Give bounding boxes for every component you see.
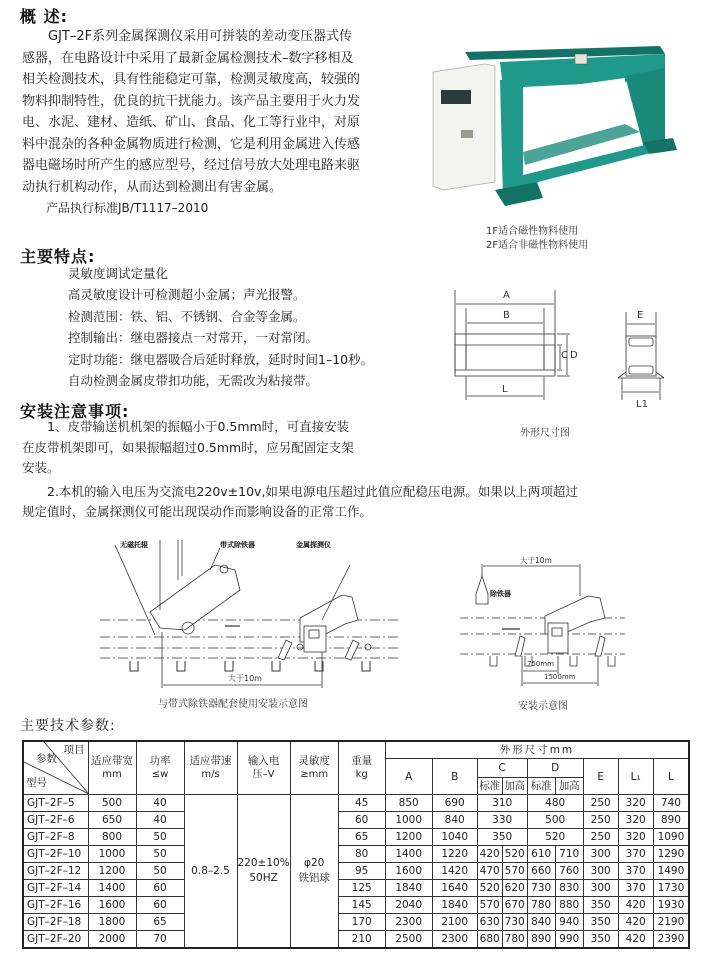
table-cell: 45	[338, 795, 385, 812]
table-cell: 660	[527, 863, 555, 880]
dim-label-l1: L1	[636, 399, 648, 410]
feature-item: 定时功能：继电器吸合后延时释放，延时时间1–10秒。	[68, 351, 374, 367]
table-cell: 50	[136, 863, 184, 880]
dim-1500: 1500mm	[544, 673, 576, 681]
table-cell: 210	[338, 931, 385, 949]
table-cell: 420	[477, 846, 502, 863]
installation-heading: 安装注意事项:	[20, 402, 130, 421]
note-2: 2.本机的输入电压为交流电220v±10v,如果电源电压超过此值应配稳压电源。如果以上两项超过	[47, 483, 578, 499]
table-cell: 125	[338, 880, 385, 897]
table-cell: GJT–2F–16	[23, 897, 88, 914]
table-cell: 880	[555, 897, 583, 914]
caption-1f: 1F适合磁性物料使用	[486, 226, 579, 237]
table-row	[23, 931, 689, 949]
table-cell: 2000	[88, 931, 136, 949]
table-cell: 730	[502, 914, 527, 931]
table-cell: 250	[583, 812, 618, 829]
table-cell: 350	[477, 829, 527, 846]
table-cell: 310	[477, 795, 527, 812]
feature-item: 灵敏度调试定量化	[68, 266, 169, 281]
table-cell: 1000	[88, 846, 136, 863]
header-a: A	[385, 759, 432, 795]
install-diagram-right-caption: 安装示意图	[518, 701, 568, 712]
table-cell: 500	[527, 812, 583, 829]
table-cell: 740	[653, 795, 689, 812]
table-cell: 145	[338, 897, 385, 914]
table-cell: 890	[653, 812, 689, 829]
dim-label-d: D	[570, 350, 578, 361]
table-cell: GJT–2F–18	[23, 914, 88, 931]
table-cell: 1290	[653, 846, 689, 863]
table-cell: 1400	[385, 846, 432, 863]
table-cell: 830	[555, 880, 583, 897]
spec-table	[22, 740, 690, 949]
table-cell: 320	[618, 795, 653, 812]
header-l: L	[653, 759, 689, 795]
corner-model: 型号	[26, 777, 47, 789]
table-cell: 520	[477, 880, 502, 897]
table-cell: 570	[502, 863, 527, 880]
corner-header	[23, 741, 88, 795]
table-cell: GJT–2F–14	[23, 880, 88, 897]
header-belt-speed: 适应带速 m/s	[184, 741, 237, 795]
header-weight: 重量 kg	[338, 741, 385, 795]
table-row	[23, 795, 689, 812]
table-cell: 2040	[385, 897, 432, 914]
table-cell: 2300	[432, 931, 477, 949]
install-diagram-with-separator	[100, 540, 400, 690]
table-cell: 50	[136, 829, 184, 846]
table-cell: 2300	[385, 914, 432, 931]
table-cell: 2190	[653, 914, 689, 931]
table-cell: 2100	[432, 914, 477, 931]
table-cell: 420	[618, 897, 653, 914]
table-cell: 780	[502, 931, 527, 949]
table-cell: 760	[555, 863, 583, 880]
installation-notes	[22, 417, 578, 523]
table-cell: 170	[338, 914, 385, 931]
product-photo	[425, 40, 680, 215]
overview-line: 器电磁场时所产生的感应型号，经过信号放大处理电路来驱	[22, 158, 361, 173]
shared-belt-speed: 0.8–2.5	[184, 795, 237, 949]
table-cell: 320	[618, 812, 653, 829]
spec-heading: 主要技术参数:	[20, 718, 116, 734]
table-cell: 1840	[385, 880, 432, 897]
table-cell: 350	[583, 931, 618, 949]
header-voltage: 输入电 压–V	[237, 741, 290, 795]
table-cell: 630	[477, 914, 502, 931]
table-cell: 1490	[653, 863, 689, 880]
table-cell: GJT–2F–20	[23, 931, 88, 949]
table-cell: 65	[136, 914, 184, 931]
overview-line: 动执行机构动作，从而达到检测出有害金属。	[22, 179, 283, 195]
table-cell: 850	[385, 795, 432, 812]
table-cell: 480	[527, 795, 583, 812]
table-row	[23, 829, 689, 846]
corner-param: 参数	[36, 753, 57, 765]
dimension-drawing	[450, 288, 690, 418]
table-cell: GJT–2F–5	[23, 795, 88, 812]
table-cell: 95	[338, 863, 385, 880]
table-cell: 300	[583, 846, 618, 863]
caption-2f: 2F适合非磁性物料使用	[486, 240, 589, 251]
features-heading: 主要特点:	[20, 247, 96, 266]
table-cell: 40	[136, 795, 184, 812]
table-cell: 350	[583, 914, 618, 931]
dimension-caption: 外形尺寸图	[520, 428, 570, 439]
overview-line: 相关检测技术，具有性能稳定可靠，检测灵敏度高，较强的	[22, 72, 361, 87]
table-cell: 990	[555, 931, 583, 949]
dim-label-a: A	[503, 290, 510, 301]
table-row	[23, 863, 689, 880]
shared-sensitivity: φ20 铁铝球	[290, 795, 338, 949]
header-dimensions-group: 外形尺寸mm	[385, 741, 689, 759]
table-cell: 690	[432, 795, 477, 812]
feature-item: 自动检测金属皮带扣功能，无需改为粘接带。	[68, 373, 319, 389]
header-e: E	[583, 759, 618, 795]
corner-item: 项目	[63, 744, 85, 756]
table-cell: 320	[618, 829, 653, 846]
distance-label: 大于10m	[228, 674, 262, 683]
table-row	[23, 880, 689, 897]
metal-detector-image	[425, 40, 680, 215]
table-row	[23, 812, 689, 829]
table-cell: 370	[618, 863, 653, 880]
table-cell: 80	[338, 846, 385, 863]
header-d: D	[527, 759, 583, 778]
table-cell: GJT–2F–6	[23, 812, 88, 829]
install-diagram-svg	[100, 540, 400, 690]
table-cell: 420	[618, 914, 653, 931]
table-cell: 1400	[88, 880, 136, 897]
table-cell: 650	[88, 812, 136, 829]
header-d-std: 标准	[527, 778, 555, 795]
product-standard: 产品执行标准JB/T1117–2010	[46, 201, 209, 215]
note-2-cont: 规定值时，金属探测仪可能出现误动作而影响设备的正常工作。	[22, 504, 373, 519]
table-cell: 420	[618, 931, 653, 949]
header-c-raised: 加高	[502, 778, 527, 795]
dim-label-b: B	[503, 310, 510, 321]
dim-label-c: C	[561, 350, 568, 361]
table-row	[23, 897, 689, 914]
label-nonmagnetic-idler: 无磁托辊	[120, 541, 148, 549]
overview-line: 料中混杂的各种金属物质进行检测，它是利用金属进入传感	[22, 136, 361, 152]
table-cell: 350	[583, 897, 618, 914]
table-cell: 1040	[432, 829, 477, 846]
table-cell: GJT–2F–12	[23, 863, 88, 880]
label-separator: 除铁器	[490, 590, 511, 598]
shared-voltage: 220±10% 50HZ	[237, 795, 290, 949]
note-1: 1、皮带输送机机架的振幅小于0.5mm时，可直接安装	[47, 419, 350, 434]
table-cell: GJT–2F–8	[23, 829, 88, 846]
feature-item: 检测范围：铁、铝、不锈钢、合金等金属。	[68, 308, 306, 324]
overview-paragraph	[22, 26, 422, 220]
dim-750: 750mm	[527, 660, 554, 668]
table-cell: 1730	[653, 880, 689, 897]
header-d-raised: 加高	[555, 778, 583, 795]
table-cell: 1200	[88, 863, 136, 880]
table-cell: 370	[618, 846, 653, 863]
overview-heading: 概 述:	[20, 7, 68, 26]
table-cell: 520	[502, 846, 527, 863]
table-cell: 1420	[432, 863, 477, 880]
label-metal-detector: 金属探测仪	[296, 541, 331, 549]
table-cell: 670	[502, 897, 527, 914]
table-cell: 1600	[385, 863, 432, 880]
header-power: 功率 ≤w	[136, 741, 184, 795]
table-cell: 470	[477, 863, 502, 880]
overview-line: 电、水泥、建材、造纸、矿山、食品、化工等行业中，对原	[22, 115, 361, 130]
header-sensitivity: 灵敏度 ≥mm	[290, 741, 338, 795]
table-cell: 60	[338, 812, 385, 829]
table-cell: 1220	[432, 846, 477, 863]
table-cell: 1200	[385, 829, 432, 846]
overview-line: 感器，在电路设计中采用了最新金属检测技术–数字移相及	[22, 50, 354, 66]
table-cell: 840	[527, 914, 555, 931]
features-list	[68, 263, 373, 391]
table-cell: 940	[555, 914, 583, 931]
table-cell: 300	[583, 880, 618, 897]
table-cell: 60	[136, 880, 184, 897]
table-cell: 800	[88, 829, 136, 846]
table-cell: 1930	[653, 897, 689, 914]
table-cell: 40	[136, 812, 184, 829]
table-cell: 330	[477, 812, 527, 829]
header-c: C	[477, 759, 527, 778]
feature-item: 控制输出：继电器接点一对常开，一对常闭。	[68, 330, 319, 346]
table-cell: 1640	[432, 880, 477, 897]
table-cell: 520	[527, 829, 583, 846]
table-cell: 70	[136, 931, 184, 949]
table-cell: 1090	[653, 829, 689, 846]
table-cell: 250	[583, 829, 618, 846]
table-cell: 890	[527, 931, 555, 949]
table-cell: GJT–2F–10	[23, 846, 88, 863]
table-row	[23, 914, 689, 931]
table-cell: 570	[477, 897, 502, 914]
note-1-cont: 在皮带机架即可，如果振幅超过0.5mm时，应另配固定支架	[22, 439, 354, 455]
table-cell: 2390	[653, 931, 689, 949]
table-row	[23, 846, 689, 863]
distance-label-right: 大于10m	[520, 556, 552, 565]
header-l1: L₁	[618, 759, 653, 795]
table-cell: 620	[502, 880, 527, 897]
table-cell: 1800	[88, 914, 136, 931]
label-belt-separator: 带式除铁器	[220, 541, 255, 549]
table-cell: 780	[527, 897, 555, 914]
table-cell: 370	[618, 880, 653, 897]
table-cell: 840	[432, 812, 477, 829]
table-cell: 680	[477, 931, 502, 949]
table-cell: 250	[583, 795, 618, 812]
header-belt-width: 适应带宽 mm	[88, 741, 136, 795]
note-1-cont: 安装。	[22, 460, 60, 475]
table-cell: 50	[136, 846, 184, 863]
product-caption	[486, 225, 588, 253]
install-diagram-caption: 与带式除铁器配套使用安装示意图	[158, 699, 308, 710]
install-diagram	[460, 556, 625, 686]
table-cell: 1000	[385, 812, 432, 829]
table-cell: 1600	[88, 897, 136, 914]
overview-line: 物料抑制特性，优良的抗干扰能力。该产品主要用于火力发	[22, 93, 361, 109]
table-cell: 500	[88, 795, 136, 812]
table-cell: 710	[555, 846, 583, 863]
table-cell: 610	[527, 846, 555, 863]
table-cell: 60	[136, 897, 184, 914]
table-cell: 2500	[385, 931, 432, 949]
dim-label-e: E	[637, 310, 644, 321]
header-c-std: 标准	[477, 778, 502, 795]
dim-label-l: L	[502, 384, 508, 395]
feature-item: 高灵敏度设计可检测超小金属；声光报警。	[68, 287, 306, 303]
table-cell: 730	[527, 880, 555, 897]
overview-line: GJT–2F系列金属探测仪采用可拼装的差动变压器式传	[48, 29, 353, 44]
header-b: B	[432, 759, 477, 795]
table-cell: 65	[338, 829, 385, 846]
table-cell: 1840	[432, 897, 477, 914]
table-cell: 300	[583, 863, 618, 880]
